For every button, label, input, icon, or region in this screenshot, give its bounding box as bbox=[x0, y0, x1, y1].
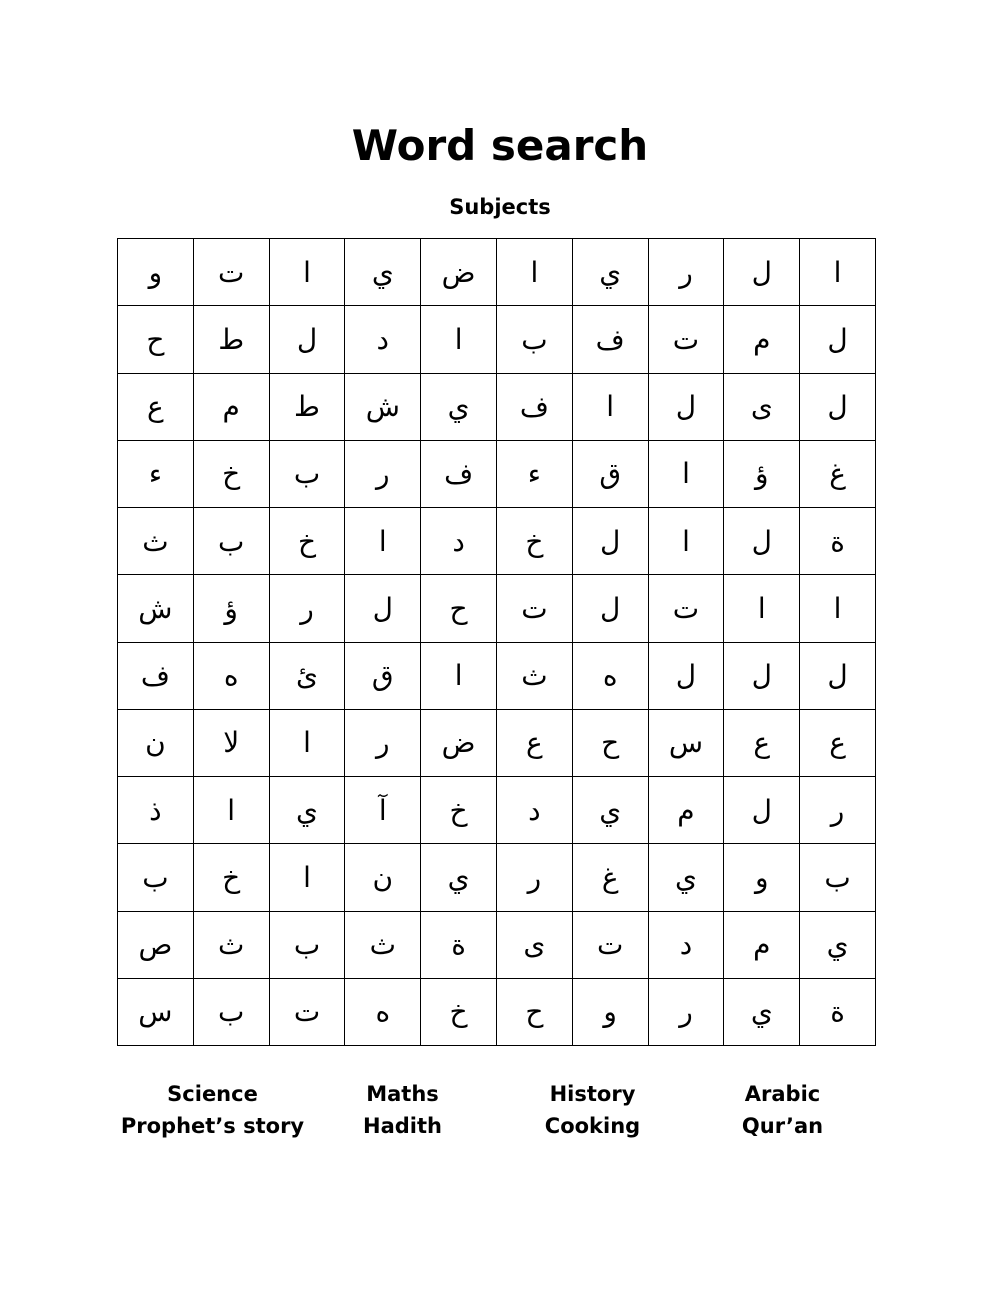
grid-cell[interactable]: ف bbox=[118, 642, 194, 709]
grid-cell[interactable]: ر bbox=[648, 978, 724, 1045]
grid-cell[interactable]: ح bbox=[496, 978, 572, 1045]
grid-cell[interactable]: ت bbox=[193, 239, 269, 306]
grid-cell[interactable]: ب bbox=[193, 978, 269, 1045]
grid-row bbox=[118, 777, 876, 844]
grid-cell[interactable]: ط bbox=[193, 306, 269, 373]
grid-cell[interactable]: ى bbox=[724, 373, 800, 440]
grid-cell[interactable]: ش bbox=[345, 373, 421, 440]
word-list-item: Cooking bbox=[544, 1114, 641, 1138]
grid-cell[interactable]: ل bbox=[724, 239, 800, 306]
grid-cell[interactable]: خ bbox=[421, 978, 497, 1045]
grid-cell[interactable]: ب bbox=[118, 844, 194, 911]
grid-cell[interactable]: ن bbox=[118, 709, 194, 776]
grid-cell[interactable]: خ bbox=[193, 844, 269, 911]
grid-cell[interactable]: ب bbox=[800, 844, 876, 911]
grid-cell[interactable]: ث bbox=[118, 508, 194, 575]
grid-cell[interactable]: ح bbox=[572, 709, 648, 776]
grid-cell[interactable]: ا bbox=[193, 777, 269, 844]
grid-row bbox=[118, 844, 876, 911]
grid-cell[interactable]: ل bbox=[648, 373, 724, 440]
grid-cell[interactable]: ي bbox=[724, 978, 800, 1045]
grid-cell[interactable]: ة bbox=[800, 508, 876, 575]
grid-cell[interactable]: آ bbox=[345, 777, 421, 844]
word-list-item: Science bbox=[167, 1082, 258, 1106]
grid-cell[interactable]: ر bbox=[345, 709, 421, 776]
grid-cell[interactable]: ا bbox=[421, 642, 497, 709]
grid-cell[interactable]: ي bbox=[345, 239, 421, 306]
grid-cell[interactable]: ء bbox=[118, 440, 194, 507]
grid-cell[interactable]: ب bbox=[269, 440, 345, 507]
grid-cell[interactable]: ل bbox=[572, 575, 648, 642]
grid-cell[interactable]: م bbox=[193, 373, 269, 440]
grid-cell[interactable]: ي bbox=[800, 911, 876, 978]
grid-cell[interactable]: ع bbox=[496, 709, 572, 776]
grid-cell[interactable]: ا bbox=[800, 239, 876, 306]
page-subtitle: Subjects bbox=[449, 195, 551, 219]
grid-cell[interactable]: ل bbox=[724, 508, 800, 575]
grid-cell[interactable]: خ bbox=[496, 508, 572, 575]
grid-row bbox=[118, 911, 876, 978]
grid-cell[interactable]: ذ bbox=[118, 777, 194, 844]
grid-cell[interactable]: ق bbox=[345, 642, 421, 709]
grid-cell[interactable]: ث bbox=[193, 911, 269, 978]
grid-row bbox=[118, 440, 876, 507]
grid-cell[interactable]: ف bbox=[572, 306, 648, 373]
grid-cell[interactable]: غ bbox=[572, 844, 648, 911]
grid-cell[interactable]: د bbox=[421, 508, 497, 575]
grid-cell[interactable]: ه bbox=[345, 978, 421, 1045]
grid-cell[interactable]: ل bbox=[724, 642, 800, 709]
grid-cell[interactable]: ف bbox=[496, 373, 572, 440]
grid-cell[interactable]: ث bbox=[496, 642, 572, 709]
grid-row bbox=[118, 508, 876, 575]
word-list-item: History bbox=[549, 1082, 636, 1106]
grid-cell[interactable]: ا bbox=[572, 373, 648, 440]
grid-cell[interactable]: د bbox=[496, 777, 572, 844]
grid-cell[interactable]: د bbox=[345, 306, 421, 373]
grid-cell[interactable]: ر bbox=[269, 575, 345, 642]
grid-cell[interactable]: ض bbox=[421, 709, 497, 776]
grid-cell[interactable]: ع bbox=[118, 373, 194, 440]
grid-cell[interactable]: ر bbox=[496, 844, 572, 911]
word-list-item: Arabic bbox=[744, 1082, 821, 1106]
grid-cell[interactable]: ي bbox=[648, 844, 724, 911]
grid-cell[interactable]: ل bbox=[345, 575, 421, 642]
grid-cell[interactable]: ع bbox=[724, 709, 800, 776]
grid-cell[interactable]: ء bbox=[496, 440, 572, 507]
grid-cell[interactable]: غ bbox=[800, 440, 876, 507]
grid-cell[interactable]: ف bbox=[421, 440, 497, 507]
grid-cell[interactable]: ر bbox=[648, 239, 724, 306]
grid-cell[interactable]: ب bbox=[496, 306, 572, 373]
grid-cell[interactable]: ا bbox=[648, 508, 724, 575]
grid-cell[interactable]: ى bbox=[496, 911, 572, 978]
grid-cell[interactable]: ؤ bbox=[193, 575, 269, 642]
grid-row bbox=[118, 642, 876, 709]
grid-cell[interactable]: ا bbox=[345, 508, 421, 575]
grid-cell[interactable]: ض bbox=[421, 239, 497, 306]
grid-row bbox=[118, 373, 876, 440]
grid-cell[interactable]: ق bbox=[572, 440, 648, 507]
grid-cell[interactable]: ل bbox=[724, 777, 800, 844]
grid-cell[interactable]: ل bbox=[269, 306, 345, 373]
grid-cell[interactable]: ل bbox=[800, 306, 876, 373]
grid-cell[interactable]: ث bbox=[345, 911, 421, 978]
grid-cell[interactable]: ل bbox=[800, 373, 876, 440]
grid-cell[interactable]: ي bbox=[572, 777, 648, 844]
grid-cell[interactable]: م bbox=[724, 306, 800, 373]
grid-cell[interactable]: ي bbox=[421, 844, 497, 911]
grid-cell[interactable]: ي bbox=[572, 239, 648, 306]
grid-cell[interactable]: ا bbox=[269, 239, 345, 306]
grid-cell[interactable]: ة bbox=[421, 911, 497, 978]
grid-cell[interactable]: ا bbox=[724, 575, 800, 642]
grid-row bbox=[118, 709, 876, 776]
grid-cell[interactable]: ؤ bbox=[724, 440, 800, 507]
grid-cell[interactable]: لا bbox=[193, 709, 269, 776]
word-list-item: Qur’an bbox=[741, 1114, 824, 1138]
grid-cell[interactable]: ب bbox=[193, 508, 269, 575]
grid-cell[interactable]: ا bbox=[269, 709, 345, 776]
grid-cell[interactable]: ت bbox=[496, 575, 572, 642]
grid-cell[interactable]: ت bbox=[572, 911, 648, 978]
grid-cell[interactable]: خ bbox=[421, 777, 497, 844]
grid-row bbox=[118, 978, 876, 1045]
grid-cell[interactable]: ح bbox=[421, 575, 497, 642]
grid-cell[interactable]: ه bbox=[193, 642, 269, 709]
grid-cell[interactable]: ط bbox=[269, 373, 345, 440]
grid-cell[interactable]: و bbox=[572, 978, 648, 1045]
grid-row bbox=[118, 575, 876, 642]
grid-cell[interactable]: و bbox=[724, 844, 800, 911]
grid-cell[interactable]: ل bbox=[648, 642, 724, 709]
grid-cell[interactable]: ة bbox=[800, 978, 876, 1045]
grid-cell[interactable]: ر bbox=[800, 777, 876, 844]
grid-cell[interactable]: م bbox=[648, 777, 724, 844]
grid-cell[interactable]: م bbox=[724, 911, 800, 978]
grid-cell[interactable]: س bbox=[648, 709, 724, 776]
grid-cell[interactable]: خ bbox=[269, 508, 345, 575]
grid-cell[interactable]: ا bbox=[269, 844, 345, 911]
grid-cell[interactable]: ه bbox=[572, 642, 648, 709]
grid-cell[interactable]: ل bbox=[800, 642, 876, 709]
grid-cell[interactable]: ا bbox=[421, 306, 497, 373]
page-title: Word search bbox=[351, 121, 649, 170]
grid-cell[interactable]: ا bbox=[800, 575, 876, 642]
grid-cell[interactable]: ا bbox=[648, 440, 724, 507]
grid-cell[interactable]: ئ bbox=[269, 642, 345, 709]
word-list-item: Prophet’s story bbox=[120, 1114, 305, 1138]
grid-cell[interactable]: ب bbox=[269, 911, 345, 978]
grid-cell[interactable]: و bbox=[118, 239, 194, 306]
grid-cell[interactable]: ل bbox=[572, 508, 648, 575]
grid-cell[interactable]: ي bbox=[269, 777, 345, 844]
grid-cell[interactable]: ت bbox=[269, 978, 345, 1045]
word-search-grid bbox=[117, 238, 876, 1046]
word-list-item: Hadith bbox=[363, 1114, 442, 1138]
grid-cell[interactable]: ت bbox=[648, 306, 724, 373]
word-list-item: Maths bbox=[366, 1082, 439, 1106]
grid-cell[interactable]: خ bbox=[193, 440, 269, 507]
grid-cell[interactable]: ر bbox=[345, 440, 421, 507]
grid-cell[interactable]: ص bbox=[118, 911, 194, 978]
grid-cell[interactable]: ع bbox=[800, 709, 876, 776]
grid-row bbox=[118, 239, 876, 306]
grid-cell[interactable]: ن bbox=[345, 844, 421, 911]
grid-cell[interactable]: د bbox=[648, 911, 724, 978]
grid-cell[interactable]: ا bbox=[496, 239, 572, 306]
grid-cell[interactable]: ش bbox=[118, 575, 194, 642]
word-list bbox=[115, 1080, 875, 1140]
grid-cell[interactable]: ت bbox=[648, 575, 724, 642]
grid-cell[interactable]: س bbox=[118, 978, 194, 1045]
grid-row bbox=[118, 306, 876, 373]
grid-cell[interactable]: ي bbox=[421, 373, 497, 440]
grid-cell[interactable]: ح bbox=[118, 306, 194, 373]
